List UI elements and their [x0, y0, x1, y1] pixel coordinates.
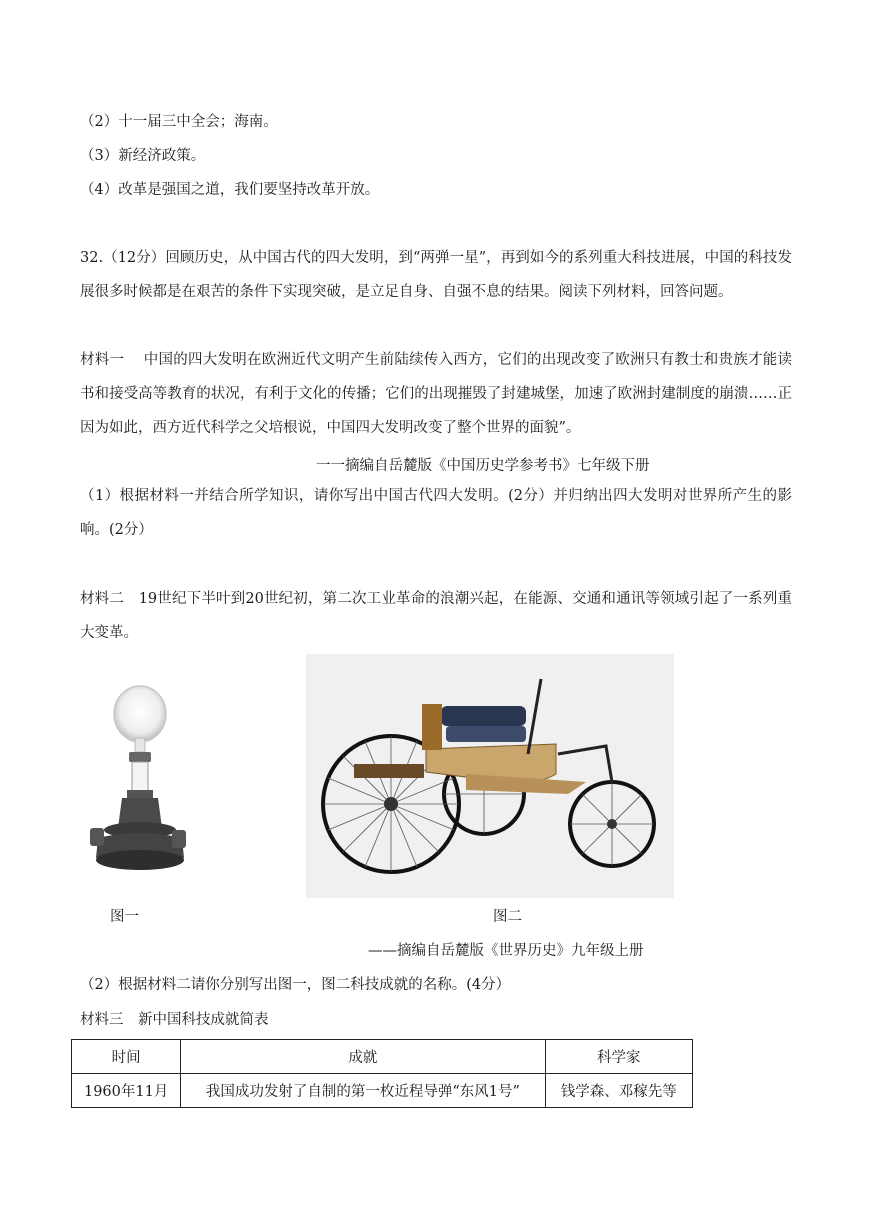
question-32-intro: 32.（12分）回顾历史，从中国古代的四大发明，到“两弹一星”，再到如今的系列重大科技进展，中国的科技发展很多时候都是在艰苦的条件下实现突破，是立足自身、自强不息的结果。阅读下列材料，回答问题。: [80, 250, 792, 300]
figure-one-caption: 图一: [110, 909, 139, 925]
material-two: 材料二 19世纪下半叶到20世纪初，第二次工业革命的浪潮兴起，在能源、交通和通讯等领域引起了一系列重大变革。: [80, 591, 792, 641]
table-header-achievement: 成就: [181, 1040, 545, 1074]
figure-two-caption: 图二: [493, 909, 522, 925]
material-three-title: 材料三 新中国科技成就简表: [80, 1012, 269, 1028]
answer-4: （4）改革是强国之道，我们要坚持改革开放。: [80, 182, 380, 198]
table-header-scientist: 科学家: [545, 1040, 692, 1074]
table-row: [72, 1074, 693, 1108]
material-one-source: 一一摘编自岳麓版《中国历史学参考书》七年级下册: [316, 458, 650, 474]
motor-car-figure: [306, 654, 674, 898]
material-one: 材料一 中国的四大发明在欧洲近代文明产生前陆续传入西方，它们的出现改变了欧洲只有教士和贵族才能读书和接受高等教育的状况，有利于文化的传播；它们的出现摧毁了封建城堡，加速了欧洲封建制度的崩溃……正因为如此，西方近代科学之父培根说，中国四大发明改变了整个世界的面貌”。: [80, 352, 792, 436]
answer-3: （3）新经济政策。: [80, 148, 206, 164]
light-bulb-figure: [82, 678, 190, 888]
table-cell-achievement: 我国成功发射了自制的第一枚近程导弹“东风1号”: [181, 1074, 545, 1108]
table-header-time: 时间: [72, 1040, 181, 1074]
answer-2: （2）十一届三中全会；海南。: [80, 114, 278, 130]
table-cell-time: 1960年11月: [72, 1074, 181, 1108]
tech-achievements-table: [71, 1039, 693, 1108]
table-header-row: [72, 1040, 693, 1074]
sub-question-1: （1）根据材料一并结合所学知识，请你写出中国古代四大发明。(2分）并归纳出四大发明对世界所产生的影响。(2分）: [80, 488, 792, 538]
sub-question-2: （2）根据材料二请你分别写出图一，图二科技成就的名称。(4分）: [80, 977, 511, 993]
material-two-source: ——摘编自岳麓版《世界历史》九年级上册: [368, 943, 644, 959]
table-cell-scientist: 钱学森、邓稼先等: [545, 1074, 692, 1108]
